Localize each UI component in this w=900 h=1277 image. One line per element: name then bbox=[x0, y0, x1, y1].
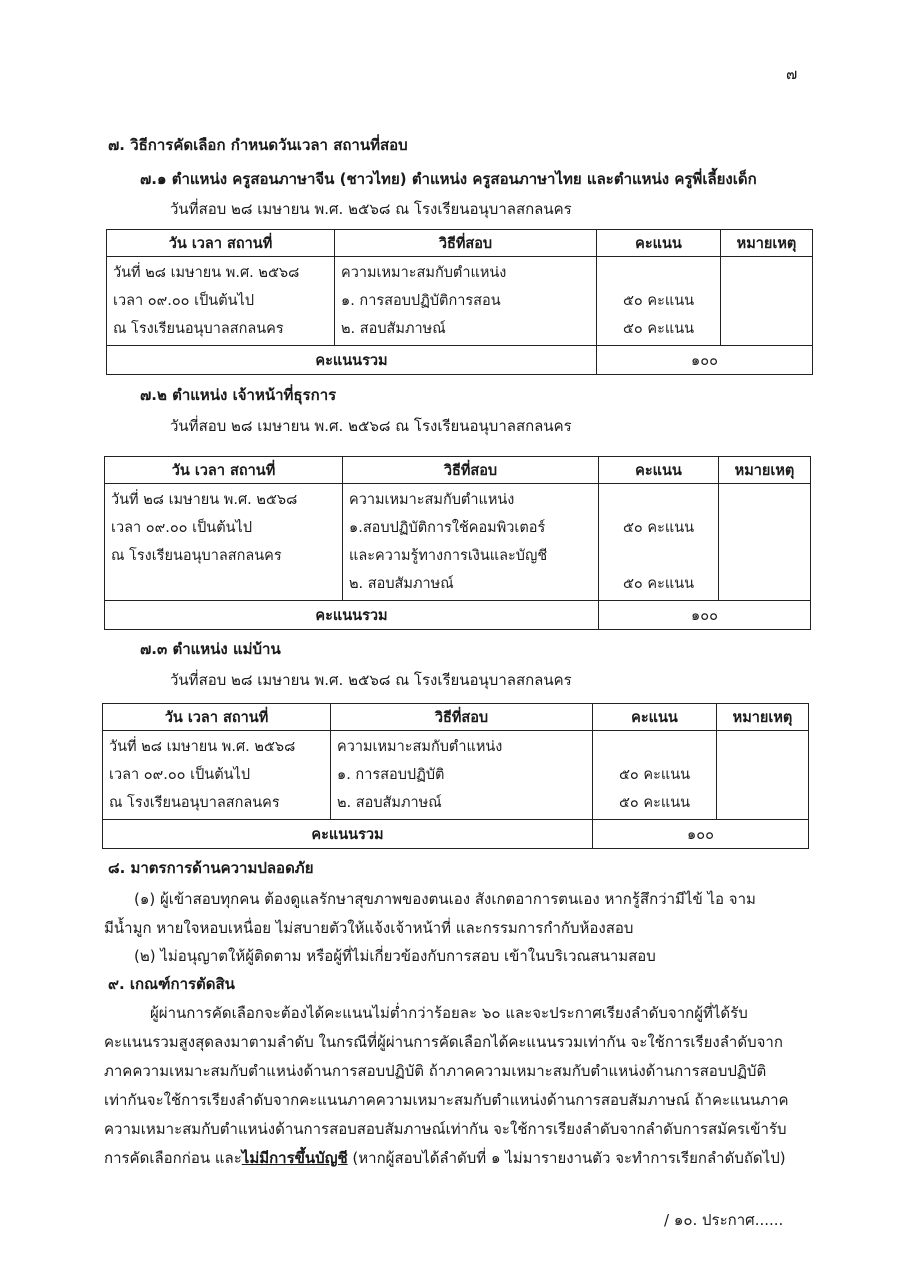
when-where-cell bbox=[105, 484, 343, 601]
remark-cell bbox=[719, 484, 811, 601]
section7-2-title: ๗.๒ ตำแหน่ง เจ้าหน้าที่ธุรการ bbox=[140, 386, 337, 404]
section7-title: ๗. วิธีการคัดเลือก กำหนดวันเวลา สถานที่สอบ bbox=[108, 136, 408, 154]
header-score: คะแนน bbox=[599, 457, 719, 484]
score-line: ๕๐ คะแนน bbox=[622, 321, 695, 337]
score-cell bbox=[593, 731, 717, 820]
method-line: ความเหมาะสมกับตำแหน่ง bbox=[349, 492, 515, 508]
section8-title: ๘. มาตรการด้านความปลอดภัย bbox=[108, 859, 314, 877]
section9-line: คะแนนรวมสูงสุดลงมาตามลำดับ ในกรณีที่ผู้ผ่านการคัดเลือกได้คะแนนรวมเท่ากัน จะใช้การเรียงลำดับจาก bbox=[104, 1033, 783, 1051]
when-where-line: วันที่ ๒๘ เมษายน พ.ศ. ๒๕๖๘ bbox=[113, 265, 300, 281]
score-line: ๕๐ คะแนน bbox=[622, 520, 695, 536]
total-label: คะแนนรวม bbox=[105, 601, 599, 630]
section9-line: เท่ากันจะใช้การเรียงลำดับจากคะแนนภาคความเหมาะสมกับตำแหน่งด้านการสอบสัมภาษณ์ ถ้าคะแนนภาค bbox=[104, 1091, 789, 1109]
score-cell bbox=[599, 484, 719, 601]
score-line: ๕๐ คะแนน bbox=[622, 293, 695, 309]
section9-line: ความเหมาะสมกับตำแหน่งด้านการสอบสอบสัมภาษณ์เท่ากัน จะใช้การเรียงลำดับจากลำดับการสมัครเข้ารับ bbox=[104, 1120, 787, 1138]
total-label: คะแนนรวม bbox=[103, 820, 593, 849]
exam-table-7-2 bbox=[104, 456, 811, 630]
total-value: ๑๐๐ bbox=[599, 601, 811, 630]
when-where-line: วันที่ ๒๘ เมษายน พ.ศ. ๒๕๖๘ bbox=[109, 739, 296, 755]
section9-title: ๙. เกณฑ์การตัดสิน bbox=[108, 975, 235, 993]
method-line: ความเหมาะสมกับตำแหน่ง bbox=[341, 265, 507, 281]
section7-3-title: ๗.๓ ตำแหน่ง แม่บ้าน bbox=[140, 640, 281, 658]
when-where-line: ณ โรงเรียนอนุบาลสกลนคร bbox=[111, 548, 282, 564]
remark-cell bbox=[717, 731, 809, 820]
page-number: ๗ bbox=[786, 65, 798, 83]
when-where-line: เวลา ๐๙.๐๐ เป็นต้นไป bbox=[109, 767, 251, 783]
section7-2-exam-date: วันที่สอบ ๒๘ เมษายน พ.ศ. ๒๕๖๘ ณ โรงเรียนอนุบาลสกลนคร bbox=[170, 417, 572, 435]
method-cell bbox=[331, 731, 593, 820]
when-where-cell bbox=[107, 257, 335, 346]
section7-3-exam-date: วันที่สอบ ๒๘ เมษายน พ.ศ. ๒๕๖๘ ณ โรงเรียนอนุบาลสกลนคร bbox=[170, 671, 572, 689]
section8-item2: (๒) ไม่อนุญาตให้ผู้ติดตาม หรือผู้ที่ไม่เกี่ยวข้องกับการสอบ เข้าในบริเวณสนามสอบ bbox=[134, 947, 656, 965]
method-line: ๑. การสอบปฏิบัติ bbox=[337, 767, 445, 783]
score-line bbox=[605, 542, 712, 570]
when-where-line: วันที่ ๒๘ เมษายน พ.ศ. ๒๕๖๘ bbox=[111, 492, 298, 508]
score-line: ๕๐ คะแนน bbox=[618, 795, 691, 811]
when-where-line: ณ โรงเรียนอนุบาลสกลนคร bbox=[113, 321, 284, 337]
section7-1-exam-date: วันที่สอบ ๒๘ เมษายน พ.ศ. ๒๕๖๘ ณ โรงเรียนอนุบาลสกลนคร bbox=[170, 200, 572, 218]
method-cell bbox=[343, 484, 599, 601]
header-remark: หมายเหตุ bbox=[719, 457, 811, 484]
method-line: ๒. สอบสัมภาษณ์ bbox=[337, 795, 442, 811]
section9-last-line-pre: การคัดเลือกก่อน และ bbox=[104, 1149, 242, 1167]
section7-1-title: ๗.๑ ตำแหน่ง ครูสอนภาษาจีน (ชาวไทย) ตำแหน่ง ครูสอนภาษาไทย และตำแหน่ง ครูพี่เลี้ยงเด็ก bbox=[140, 170, 757, 188]
when-where-line bbox=[111, 570, 336, 598]
exam-table-7-1 bbox=[106, 229, 813, 375]
header-method: วิธีที่สอบ bbox=[331, 704, 593, 731]
score-line: ๕๐ คะแนน bbox=[622, 576, 695, 592]
when-where-line: เวลา ๐๙.๐๐ เป็นต้นไป bbox=[113, 293, 255, 309]
section9-last-line-post: (หากผู้สอบได้ลำดับที่ ๑ ไม่มารายงานตัว จะทำการเรียกลำดับถัดไป) bbox=[347, 1149, 786, 1167]
section9-last-line bbox=[104, 1146, 786, 1170]
section8-item1-line2: มีน้ำมูก หายใจหอบเหนื่อย ไม่สบายตัวให้แจ้งเจ้าหน้าที่ และกรรมการกำกับห้องสอบ bbox=[104, 919, 634, 937]
section9-line: ผู้ผ่านการคัดเลือกจะต้องได้คะแนนไม่ต่ำกว่าร้อยละ ๖๐ และจะประกาศเรียงลำดับจากผู้ที่ได้รับ bbox=[150, 1004, 748, 1022]
method-line: ๑. การสอบปฏิบัติการสอน bbox=[341, 293, 501, 309]
score-line bbox=[599, 733, 710, 761]
header-remark: หมายเหตุ bbox=[721, 230, 813, 257]
method-line: ๒. สอบสัมภาษณ์ bbox=[341, 321, 446, 337]
method-cell bbox=[335, 257, 597, 346]
header-score: คะแนน bbox=[593, 704, 717, 731]
header-method: วิธีที่สอบ bbox=[343, 457, 599, 484]
section8-item1-line1: (๑) ผู้เข้าสอบทุกคน ต้องดูแลรักษาสุขภาพของตนเอง สังเกตอาการตนเอง หากรู้สึกว่ามีไข้ ไอ จาม bbox=[134, 890, 756, 908]
section9-line: ภาคความเหมาะสมกับตำแหน่งด้านการสอบปฏิบัติ ถ้าภาคความเหมาะสมกับตำแหน่งด้านการสอบปฏิบัติ bbox=[104, 1062, 767, 1080]
remark-cell bbox=[721, 257, 813, 346]
method-line: และความรู้ทางการเงินและบัญชี bbox=[349, 548, 548, 564]
header-when-where: วัน เวลา สถานที่ bbox=[107, 230, 335, 257]
score-line bbox=[603, 259, 714, 287]
method-line: ๑.สอบปฏิบัติการใช้คอมพิวเตอร์ bbox=[349, 520, 546, 536]
when-where-line: ณ โรงเรียนอนุบาลสกลนคร bbox=[109, 795, 280, 811]
when-where-line: เวลา ๐๙.๐๐ เป็นต้นไป bbox=[111, 520, 253, 536]
header-when-where: วัน เวลา สถานที่ bbox=[105, 457, 343, 484]
method-line: ๒. สอบสัมภาษณ์ bbox=[349, 576, 454, 592]
no-waiting-list-emphasis: ไม่มีการขึ้นบัญชี bbox=[241, 1149, 348, 1167]
header-score: คะแนน bbox=[597, 230, 721, 257]
header-when-where: วัน เวลา สถานที่ bbox=[103, 704, 331, 731]
score-cell bbox=[597, 257, 721, 346]
total-label: คะแนนรวม bbox=[107, 346, 597, 375]
when-where-cell bbox=[103, 731, 331, 820]
header-remark: หมายเหตุ bbox=[717, 704, 809, 731]
total-value: ๑๐๐ bbox=[597, 346, 813, 375]
exam-table-7-3 bbox=[102, 703, 809, 849]
continuation-note: / ๑๐. ประกาศ...... bbox=[664, 1211, 784, 1229]
score-line: ๕๐ คะแนน bbox=[618, 767, 691, 783]
method-line: ความเหมาะสมกับตำแหน่ง bbox=[337, 739, 503, 755]
score-line bbox=[605, 486, 712, 514]
header-method: วิธีที่สอบ bbox=[335, 230, 597, 257]
total-value: ๑๐๐ bbox=[593, 820, 809, 849]
